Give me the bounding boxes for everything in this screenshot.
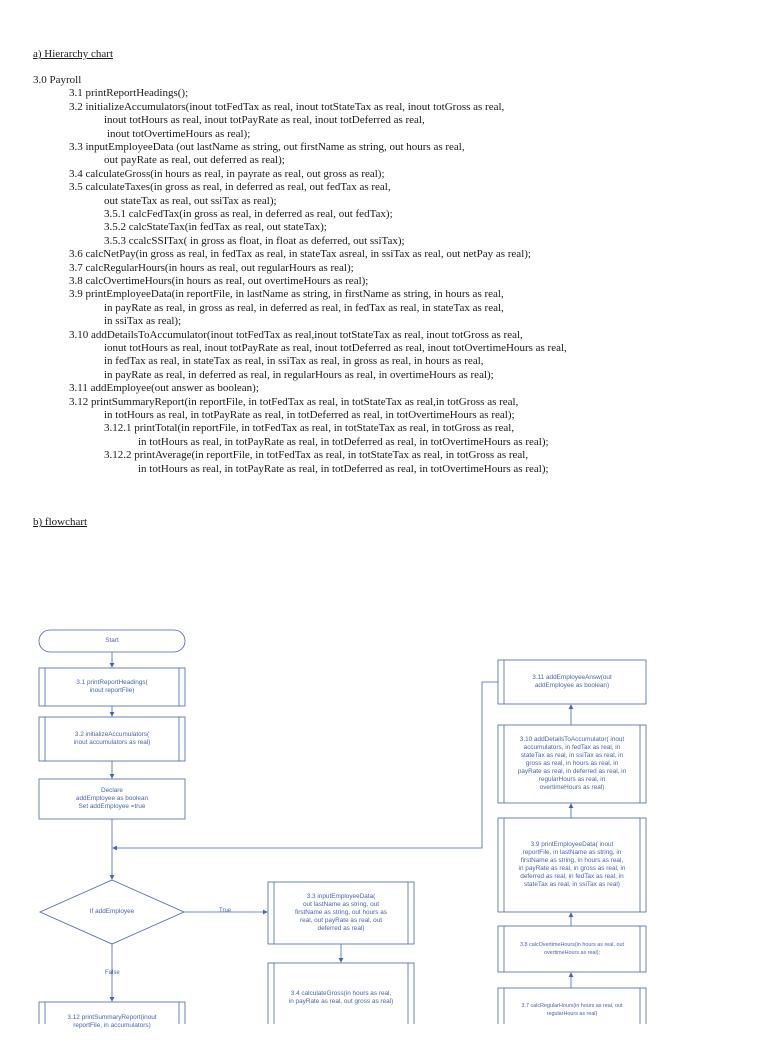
node-text-line: payRate as real, in deferred as real, in [517,768,627,775]
node-3-4-calculate-gross [274,963,408,1033]
flowchart-heading: b) flowchart [33,516,88,528]
hierarchy-line: out stateTax as real, out ssiTax as real); [104,194,277,207]
hierarchy-line: inout totOvertimeHours as real); [107,127,251,140]
node-text-line: reportFile, in lastName as string, in [522,849,622,856]
node-text-line: 3.7 calcRegularHours(in hours as real, out [521,1003,623,1009]
hierarchy-line: 3.2 initializeAccumulators(inout totFedTax as real, inout totStateTax as real, inout totGross as real, [69,100,505,113]
node-text-line: gross as real, in hours as real, in [525,760,619,767]
hierarchy-line: 3.5 calculateTaxes(in gross as real, in deferred as real, out fedTax as real, [69,181,391,194]
node-3-3-input-employee-data [274,882,408,944]
node-text-line: 3.1 printReportHeadings( [76,679,148,686]
node-text-line: addEmployee as boolean) [534,682,610,689]
hierarchy-line: 3.11 addEmployee(out answer as boolean); [69,382,259,395]
node-text-line: firstName as string, out hours as [295,909,387,916]
node-text-line: overtimeHours as real) [539,784,605,791]
hierarchy-line: in totHours as real, in totPayRate as real, in totDeferred as real, in totOvertimeHours as real); [138,435,549,448]
hierarchy-line: out payRate as real, out deferred as real); [104,154,285,167]
hierarchy-line: in totHours as real, in totPayRate as real, in totDeferred as real, in totOvertimeHours as real); [138,462,549,475]
node-text-line: real, out payRate as real, out [299,917,383,924]
hierarchy-line: 3.5.3 ccalcSSITax( in gross as float, in float as deferred, out ssiTax); [104,234,405,247]
node-text-line: in payRate as real, in gross as real, in [518,865,626,872]
node-text-line: accumulators, in fedTax as real, in [523,744,621,751]
hierarchy-line: in payRate as real, in deferred as real, in regularHours as real, in overtimeHours as real); [104,368,494,381]
hierarchy-line: in ssiTax as real); [104,315,182,328]
true-branch-label: True [219,908,232,914]
node-declare [39,779,185,819]
node-text-line: 3.9 printEmployeeData( inout [530,841,614,848]
hierarchy-line: in totHours as real, in totPayRate as real, in totDeferred as real, in totOvertimeHours as real); [104,409,515,421]
node-text-line: 3.12 printSummaryReport(inout [67,1014,157,1021]
node-3-11-add-employee [504,660,640,704]
node-text-line: firstName as string, in hours as real, [520,857,624,864]
hierarchy-line: 3.6 calcNetPay(in gross as real, in fedTax as real, in stateTax asreal, in ssiTax as real, out netPay as real); [69,248,531,261]
hierarchy-line: ionut totHours as real, inout totPayRate as real, inout totDeferred as real, inout totOvertimeHours as real, [104,342,567,354]
node-text-line: Declare [100,787,123,794]
hierarchy-line: 3.5.1 calcFedTax(in gross as real, in deferred as real, out fedTax); [104,208,393,220]
hierarchy-line: 3.1 printReportHeadings(); [69,87,189,100]
hierarchy-line: in payRate as real, in gross as real, in deferred as real, in fedTax as real, in stateTax as real, [104,301,504,314]
node-text-line: 3.2 initializeAccumulators( [74,731,150,738]
node-3-9-print-employee-data [504,818,640,912]
node-3-2-initialize-accumulators [45,717,179,761]
decision-label: If addEmployee [89,908,135,915]
node-text-line: 3.11 addEmployeeAnsw(out [532,674,612,681]
hierarchy-line: 3.12.2 printAverage(in reportFile, in totFedTax as real, in totStateTax as real, in totGross as real, [104,449,529,462]
node-text-line: in payRate as real, out gross as real) [288,998,394,1005]
node-text-line: reportFile, in accumulators) [73,1022,151,1029]
hierarchy-line: 3.4 calculateGross(in hours as real, in payrate as real, out gross as real); [69,167,385,180]
node-text-line: regularHours as real, in [538,776,606,783]
hierarchy-line: 3.9 printEmployeeData(in reportFile, in lastName as string, in firstName as string, in hours as real, [69,288,504,301]
hierarchy-line: 3.8 calcOvertimeHours(in hours as real, out overtimeHours as real); [69,275,369,287]
node-text-line: 3.3 inputEmployeeData( [306,893,376,900]
node-text-line: Set addEmployee =true [78,803,146,810]
node-text-line: inout accumulators as real) [73,739,151,746]
node-3-10-add-details [504,725,640,803]
hierarchy-line: 3.12.1 printTotal(in reportFile, in totFedTax as real, in totStateTax as real, in totGross as real, [104,422,515,435]
hierarchy-chart-heading: a) Hierarchy chart [33,48,114,60]
hierarchy-line: 3.3 inputEmployeeData (out lastName as string, out firstName as string, out hours as real, [69,141,465,153]
hierarchy-line: 3.12 printSummaryReport(in reportFile, in totFedTax as real, in totStateTax as real,in totGross as real, [69,395,519,408]
node-text-line: overtimeHours as real); [543,950,601,956]
hierarchy-line: inout totHours as real, inout totPayRate as real, inout totDeferred as real, [104,114,425,127]
hierarchy-line: 3.5.2 calcStateTax(in fedTax as real, out stateTax); [104,221,327,234]
node-3-8-calc-overtime-hours [504,926,640,972]
node-3-7-calc-regular-hours [504,988,640,1032]
node-text-line: deferred as real) [317,925,365,932]
node-text-line: stateTax as real, in ssiTax as real, in [520,752,624,759]
hierarchy-line: 3.7 calcRegularHours(in hours as real, out regularHours as real); [69,261,354,274]
node-text-line: deferred as real, in fedTax as real, in [520,873,624,880]
node-3-12-print-summary-report [45,1002,179,1042]
node-text-line: stateTax as real, in ssiTax as real) [524,881,620,888]
start-label: Start [105,637,119,644]
hierarchy-line: in fedTax as real, in stateTax as real, in ssiTax as real, in gross as real, in hours as real, [104,355,484,368]
node-text-line: regularHours as real) [546,1011,598,1017]
node-text-line: 3.4 calculateGross(in hours as real, [290,990,392,997]
node-text-line: 3.8 calcOvertimeHours(in hours as real, out [520,942,624,948]
node-text-line: inout reportFile) [89,687,135,694]
node-text-line: addEmployee as boolean [75,795,149,802]
node-text-line: 3.10 addDetailsToAccumulator( inout [519,736,625,743]
node-3-1-print-report-headings [45,668,179,706]
false-branch-label: False [105,970,120,976]
hierarchy-line: 3.10 addDetailsToAccumulator(inout totFedTax as real,inout totStateTax as real, inout totGross as real, [69,328,523,341]
node-text-line: out lastName as string, out [302,901,379,908]
hierarchy-line: 3.0 Payroll [33,74,82,86]
